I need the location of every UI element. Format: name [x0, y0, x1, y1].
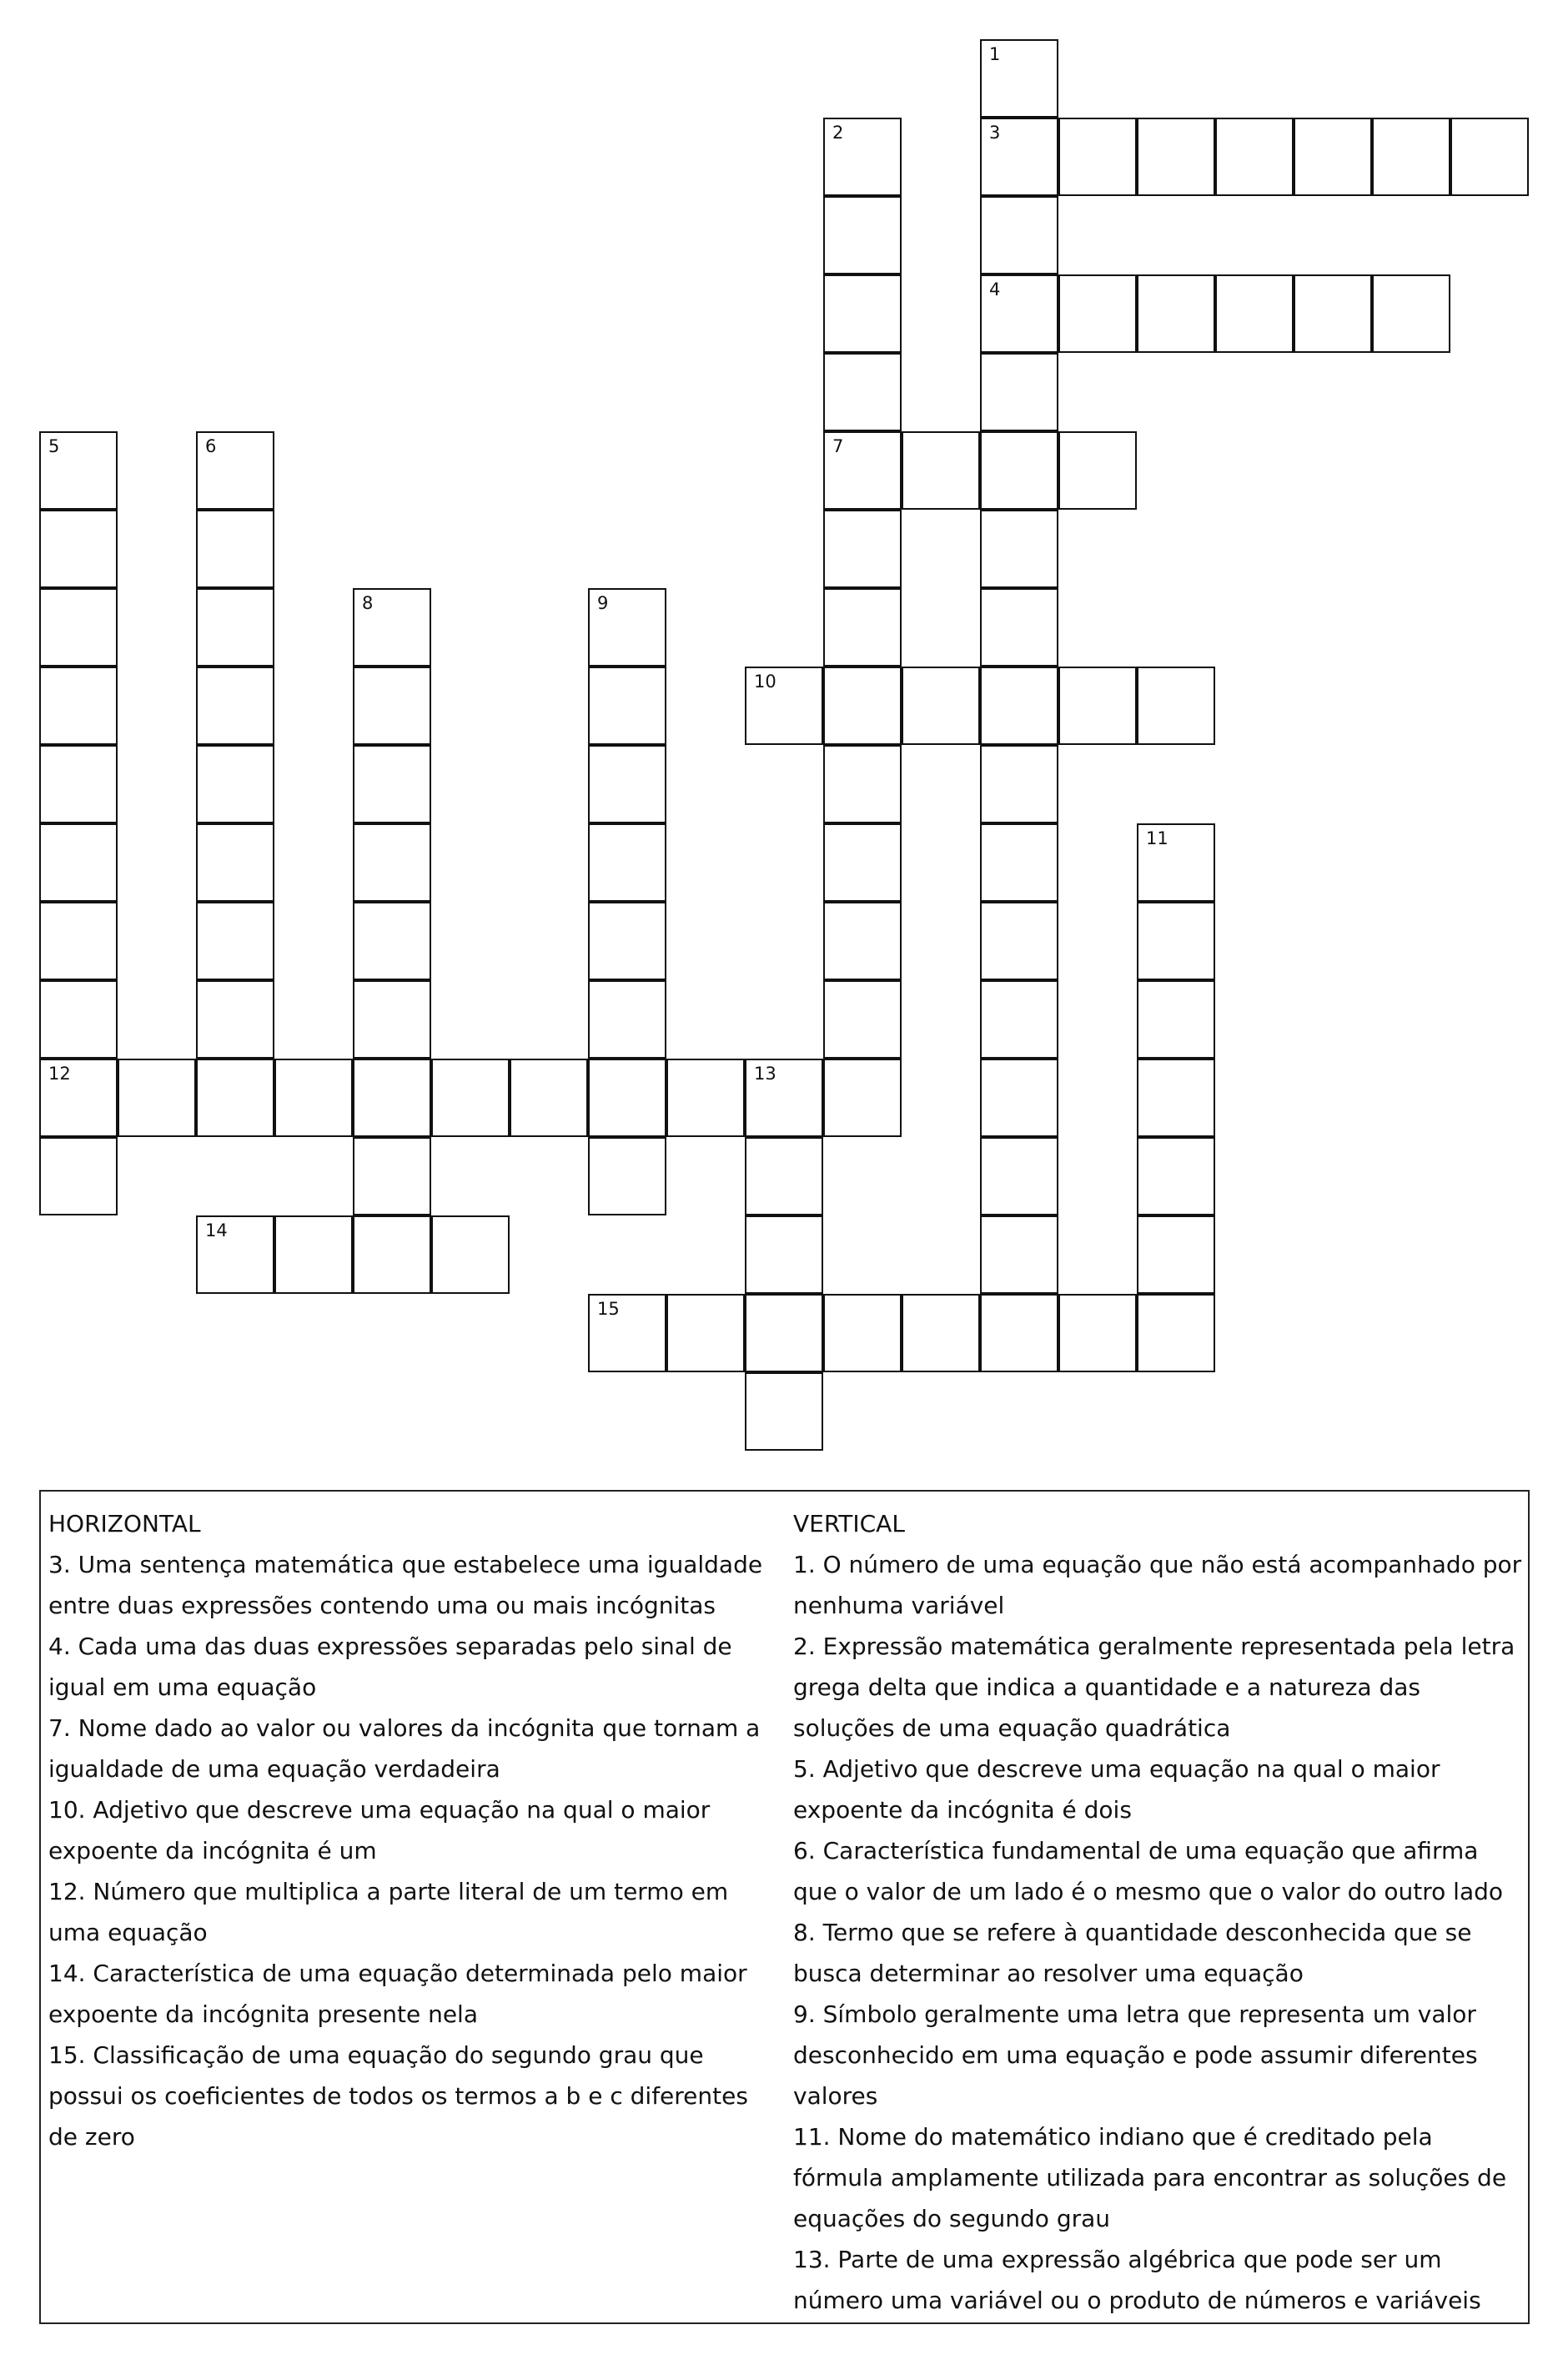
clue-number: 6: [205, 436, 217, 456]
crossword-cell[interactable]: [980, 588, 1058, 667]
crossword-cell[interactable]: [902, 667, 980, 745]
crossword-cell[interactable]: [980, 1059, 1058, 1137]
crossword-cell[interactable]: [823, 431, 902, 510]
clue-across-7: 7. Nome dado ao valor ou valores da incógnita que tornam a igualdade de uma equação verdadeira: [48, 1714, 761, 1783]
crossword-cell[interactable]: [1372, 274, 1450, 353]
crossword-cell[interactable]: [745, 1372, 823, 1451]
crossword-cell[interactable]: [980, 1215, 1058, 1294]
clue-across-12: 12. Número que multiplica a parte literal de um termo em uma equação: [48, 1878, 729, 1946]
crossword-cell[interactable]: [353, 745, 431, 823]
crossword-cell[interactable]: [823, 1294, 902, 1372]
crossword-cell[interactable]: [588, 588, 666, 667]
clue-down-2: 2. Expressão matemática geralmente representada pela letra grega delta que indica a quantidade e a natureza das soluções de uma equação quadrática: [793, 1633, 1515, 1742]
crossword-cell[interactable]: [902, 1294, 980, 1372]
clue-across-14: 14. Característica de uma equação determinada pelo maior expoente da incógnita presente nela: [48, 1960, 747, 2028]
crossword-cell[interactable]: [1137, 980, 1215, 1059]
clues-panel: [39, 1490, 1530, 2324]
crossword-cell[interactable]: [823, 902, 902, 980]
vertical-header: VERTICAL: [793, 1510, 905, 1537]
crossword-cell[interactable]: [588, 902, 666, 980]
clue-down-9: 9. Símbolo geralmente uma letra que representa um valor desconhecido em uma equação e pode assumir diferentes valores: [793, 2000, 1478, 2110]
crossword-cell[interactable]: [353, 667, 431, 745]
crossword-cell[interactable]: [823, 118, 902, 196]
crossword-cell[interactable]: [39, 902, 118, 980]
clue-number: 7: [832, 436, 844, 456]
clue-number: 12: [48, 1064, 71, 1084]
crossword-cell[interactable]: [1137, 823, 1215, 902]
crossword-cell[interactable]: [196, 1059, 274, 1137]
crossword-cell[interactable]: [745, 1215, 823, 1294]
crossword-cell[interactable]: [1450, 118, 1529, 196]
crossword-cell[interactable]: [588, 1294, 666, 1372]
clue-across-15: 15. Classificação de uma equação do segundo grau que possui os coeficientes de todos os termos a b e c diferentes de zero: [48, 2041, 748, 2151]
crossword-cell[interactable]: [353, 1059, 431, 1137]
crossword-cell[interactable]: [39, 980, 118, 1059]
clue-down-5: 5. Adjetivo que descreve uma equação na qual o maior expoente da incógnita é dois: [793, 1755, 1440, 1824]
clue-across-4: 4. Cada uma das duas expressões separadas pelo sinal de igual em uma equação: [48, 1633, 732, 1701]
crossword-cell[interactable]: [353, 1215, 431, 1294]
crossword-cell[interactable]: [823, 510, 902, 588]
crossword-cell[interactable]: [745, 1059, 823, 1137]
clue-number: 15: [597, 1299, 620, 1319]
crossword-cell[interactable]: [823, 745, 902, 823]
crossword-cell[interactable]: [196, 667, 274, 745]
clue-down-8: 8. Termo que se refere à quantidade desconhecida que se busca determinar ao resolver uma equação: [793, 1919, 1472, 1987]
clue-number: 13: [754, 1064, 776, 1084]
crossword-cell[interactable]: [823, 274, 902, 353]
crossword-cell[interactable]: [823, 980, 902, 1059]
crossword-cell[interactable]: [118, 1059, 196, 1137]
crossword-cell[interactable]: [39, 667, 118, 745]
crossword-cell[interactable]: [823, 196, 902, 274]
crossword-cell[interactable]: [1137, 1059, 1215, 1137]
crossword-cell[interactable]: [666, 1294, 745, 1372]
crossword-cell[interactable]: [1372, 118, 1450, 196]
clue-number: 2: [832, 123, 844, 143]
crossword-cell[interactable]: [196, 745, 274, 823]
crossword-cell[interactable]: [1137, 1215, 1215, 1294]
clue-number: 14: [205, 1220, 228, 1240]
crossword-cell[interactable]: [353, 588, 431, 667]
crossword-cell[interactable]: [510, 1059, 588, 1137]
crossword-cell[interactable]: [980, 1137, 1058, 1215]
crossword-cell[interactable]: [823, 588, 902, 667]
crossword-cell[interactable]: [1215, 274, 1294, 353]
crossword-cell[interactable]: [980, 980, 1058, 1059]
horizontal-clues-column: [48, 1503, 782, 2157]
clue-down-13: 13. Parte de uma expressão algébrica que pode ser um número uma variável ou o produto de números e variáveis: [793, 2246, 1481, 2314]
crossword-cell[interactable]: [980, 353, 1058, 431]
clue-number: 4: [989, 279, 1001, 299]
crossword-cell[interactable]: [745, 1137, 823, 1215]
crossword-cell[interactable]: [39, 431, 118, 510]
clue-number: 3: [989, 123, 1001, 143]
crossword-cell[interactable]: [588, 823, 666, 902]
crossword-cell[interactable]: [588, 980, 666, 1059]
crossword-cell[interactable]: [980, 745, 1058, 823]
clue-down-1: 1. O número de uma equação que não está acompanhado por nenhuma variável: [793, 1551, 1522, 1619]
crossword-cell[interactable]: [196, 980, 274, 1059]
crossword-cell[interactable]: [1137, 902, 1215, 980]
crossword-cell[interactable]: [588, 1059, 666, 1137]
clue-number: 11: [1146, 828, 1168, 848]
crossword-cell[interactable]: [196, 510, 274, 588]
crossword-cell[interactable]: [823, 823, 902, 902]
clue-number: 10: [754, 672, 776, 692]
crossword-cell[interactable]: [823, 667, 902, 745]
clue-number: 5: [48, 436, 60, 456]
crossword-cell[interactable]: [274, 1059, 353, 1137]
crossword-cell[interactable]: [1058, 431, 1137, 510]
clue-number: 1: [989, 44, 1001, 64]
crossword-cell[interactable]: [745, 667, 823, 745]
crossword-cell[interactable]: [980, 823, 1058, 902]
crossword-cell[interactable]: [980, 667, 1058, 745]
crossword-cell[interactable]: [196, 1215, 274, 1294]
crossword-cell[interactable]: [1137, 1137, 1215, 1215]
crossword-cell[interactable]: [1058, 274, 1137, 353]
crossword-cell[interactable]: [980, 196, 1058, 274]
crossword-cell[interactable]: [1294, 118, 1372, 196]
crossword-cell[interactable]: [902, 431, 980, 510]
crossword-cell[interactable]: [1137, 118, 1215, 196]
crossword-cell[interactable]: [588, 667, 666, 745]
crossword-cell[interactable]: [196, 823, 274, 902]
crossword-cell[interactable]: [980, 902, 1058, 980]
clue-across-10: 10. Adjetivo que descreve uma equação na qual o maior expoente da incógnita é um: [48, 1796, 711, 1864]
crossword-cell[interactable]: [274, 1215, 353, 1294]
crossword-cell[interactable]: [980, 118, 1058, 196]
crossword-cell[interactable]: [196, 588, 274, 667]
vertical-clues-column: [793, 1503, 1527, 2321]
crossword-cell[interactable]: [39, 510, 118, 588]
crossword-cell[interactable]: [431, 1215, 510, 1294]
crossword-cell[interactable]: [39, 745, 118, 823]
crossword-cell[interactable]: [823, 1059, 902, 1137]
crossword-cell[interactable]: [980, 274, 1058, 353]
crossword-cell[interactable]: [1058, 667, 1137, 745]
crossword-cell[interactable]: [39, 1137, 118, 1215]
crossword-cell[interactable]: [39, 823, 118, 902]
crossword-cell[interactable]: [1058, 1294, 1137, 1372]
clue-down-11: 11. Nome do matemático indiano que é creditado pela fórmula amplamente utilizada para encontrar as soluções de equações do segundo grau: [793, 2123, 1507, 2232]
crossword-cell[interactable]: [588, 745, 666, 823]
crossword-cell[interactable]: [353, 1137, 431, 1215]
crossword-cell[interactable]: [353, 902, 431, 980]
crossword-cell[interactable]: [1294, 274, 1372, 353]
crossword-cell[interactable]: [980, 431, 1058, 510]
crossword-cell[interactable]: [431, 1059, 510, 1137]
crossword-cell[interactable]: [1137, 274, 1215, 353]
crossword-cell[interactable]: [353, 980, 431, 1059]
crossword-cell[interactable]: [980, 510, 1058, 588]
crossword-cell[interactable]: [353, 823, 431, 902]
crossword-cell[interactable]: [1137, 667, 1215, 745]
crossword-cell[interactable]: [1215, 118, 1294, 196]
crossword-cell[interactable]: [1137, 1294, 1215, 1372]
crossword-cell[interactable]: [980, 39, 1058, 118]
crossword-cell[interactable]: [1058, 118, 1137, 196]
horizontal-header: HORIZONTAL: [48, 1510, 201, 1537]
crossword-cell[interactable]: [39, 588, 118, 667]
crossword-cell[interactable]: [196, 431, 274, 510]
crossword-cell[interactable]: [666, 1059, 745, 1137]
crossword-cell[interactable]: [196, 902, 274, 980]
clue-across-3: 3. Uma sentença matemática que estabelece uma igualdade entre duas expressões contendo uma ou mais incógnitas: [48, 1551, 763, 1619]
crossword-cell[interactable]: [39, 1059, 118, 1137]
crossword-cell[interactable]: [588, 1137, 666, 1215]
clue-number: 9: [597, 593, 609, 613]
crossword-cell[interactable]: [823, 353, 902, 431]
clue-number: 8: [362, 593, 374, 613]
clue-down-6: 6. Característica fundamental de uma equação que afirma que o valor de um lado é o mesmo que o valor do outro lado: [793, 1837, 1504, 1905]
crossword-cell[interactable]: [980, 1294, 1058, 1372]
crossword-cell[interactable]: [745, 1294, 823, 1372]
